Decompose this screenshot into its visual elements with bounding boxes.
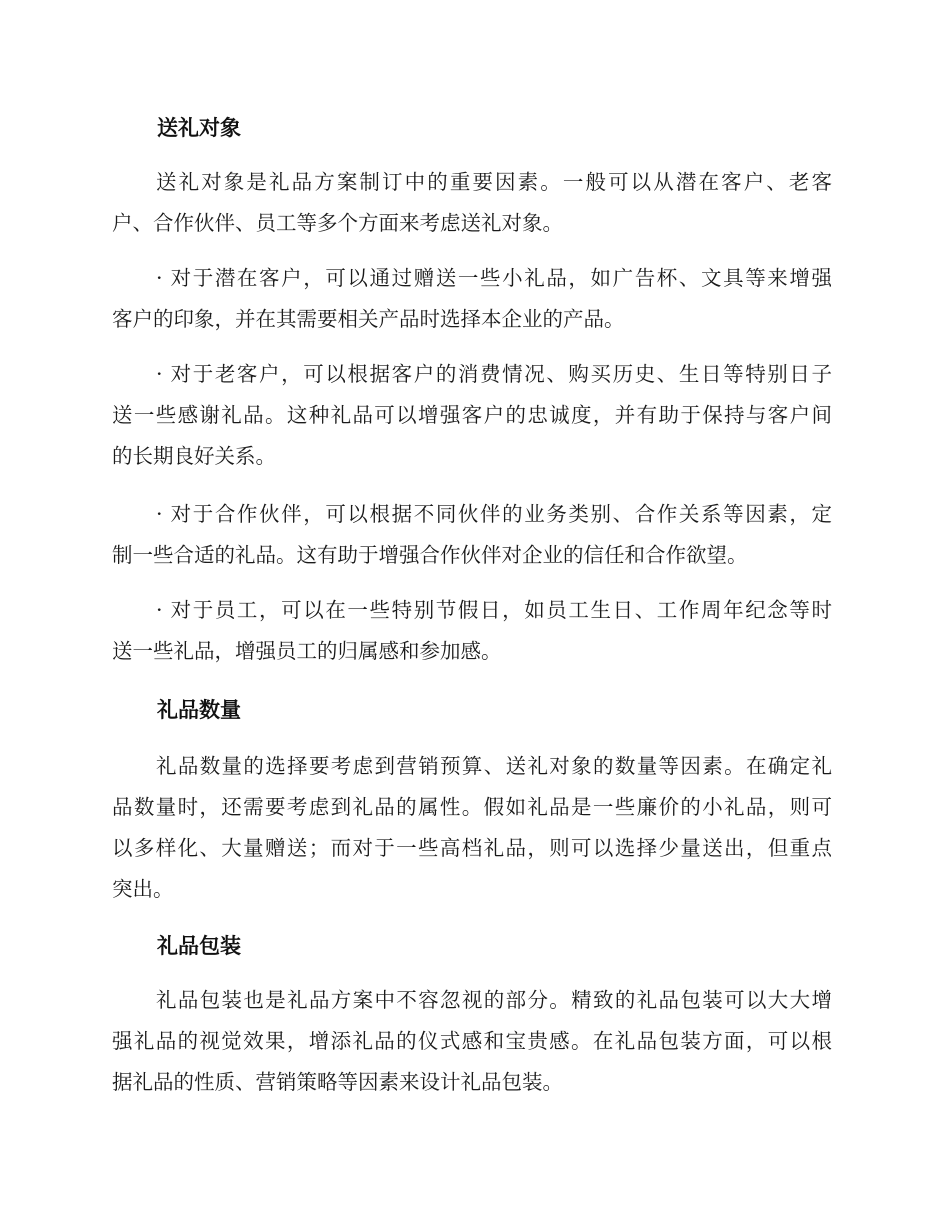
paragraph <box>112 980 832 1103</box>
text-line: 户、合作伙伴、员工等多个方面来考虑送礼对象。 <box>112 211 563 235</box>
text-line: 送一些感谢礼品。这种礼品可以增强客户的忠诚度，并有助于保持与客户间 <box>112 403 832 427</box>
text-line: 突出。 <box>112 877 174 901</box>
paragraph <box>112 354 832 477</box>
text-line: 礼品数量的选择要考虑到营销预算、送礼对象的数量等因素。在确定礼 <box>156 754 832 778</box>
text-line: · 对于老客户，可以根据客户的消费情况、购买历史、生日等特别日子 <box>156 362 832 386</box>
text-line: 制一些合适的礼品。这有助于增强合作伙伴对企业的信任和合作欲望。 <box>112 543 748 567</box>
text-line: 强礼品的视觉效果，增添礼品的仪式感和宝贵感。在礼品包装方面，可以根 <box>112 1029 832 1053</box>
text-line: 客户的印象，并在其需要相关产品时选择本企业的产品。 <box>112 307 625 331</box>
paragraph <box>112 258 832 340</box>
paragraph <box>112 590 832 672</box>
text-line: 送礼对象是礼品方案制订中的重要因素。一般可以从潜在客户、老客 <box>156 170 832 194</box>
paragraph <box>112 162 832 244</box>
section-heading: 礼品数量 <box>157 698 241 722</box>
text-line: · 对于员工，可以在一些特别节假日，如员工生日、工作周年纪念等时 <box>156 598 832 622</box>
text-line: 的长期良好关系。 <box>112 444 276 468</box>
text-line: 以多样化、大量赠送；而对于一些高档礼品，则可以选择少量送出，但重点 <box>112 836 832 860</box>
paragraph <box>112 746 832 910</box>
section-heading: 礼品包装 <box>157 934 241 958</box>
text-line: 品数量时，还需要考虑到礼品的属性。假如礼品是一些廉价的小礼品，则可 <box>112 795 832 819</box>
text-line: 送一些礼品，增强员工的归属感和参加感。 <box>112 639 502 663</box>
paragraph <box>112 494 832 576</box>
text-line: 据礼品的性质、营销策略等因素来设计礼品包装。 <box>112 1070 563 1094</box>
text-line: · 对于合作伙伴，可以根据不同伙伴的业务类别、合作关系等因素，定 <box>156 502 832 526</box>
text-line: 礼品包装也是礼品方案中不容忽视的部分。精致的礼品包装可以大大增 <box>156 988 832 1012</box>
text-line: · 对于潜在客户，可以通过赠送一些小礼品，如广告杯、文具等来增强 <box>156 266 832 290</box>
section-heading: 送礼对象 <box>157 116 241 140</box>
